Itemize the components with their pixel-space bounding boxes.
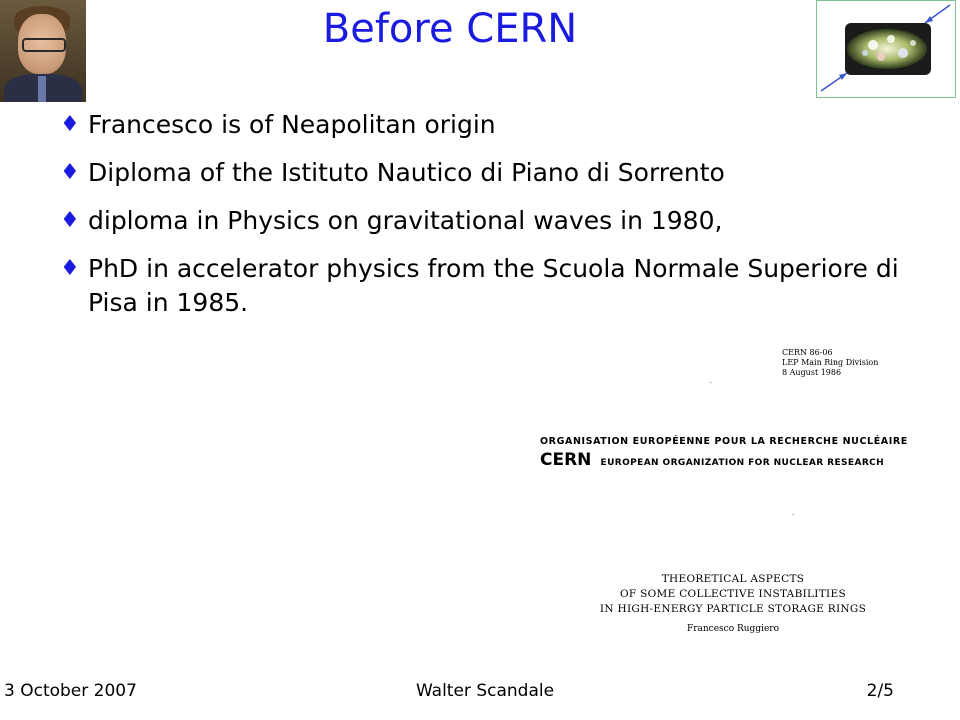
collision-svg — [817, 1, 954, 96]
bullet-item — [60, 156, 920, 190]
footer-page-number: 2/5 — [866, 681, 894, 701]
report-cern-logo-text: CERN — [540, 450, 592, 470]
footer-author: Walter Scandale — [415, 681, 555, 701]
bullet-list — [60, 108, 920, 334]
report-title-line: THEORETICAL ASPECTS — [661, 573, 805, 585]
bullet-item — [60, 204, 920, 238]
report-division: LEP Main Ring Division — [782, 358, 879, 367]
bullet-text: Diploma of the Istituto Nautico di Piano di Sorrento — [88, 158, 725, 187]
bullet-diamond-icon: ♦ — [60, 256, 80, 281]
report-org-french: ORGANISATION EUROPÉENNE POUR LA RECHERCHE NUCLÉAIRE — [540, 436, 908, 447]
report-title-line: OF SOME COLLECTIVE INSTABILITIES — [620, 588, 846, 600]
report-reference-block — [782, 348, 878, 378]
bullet-text: Francesco is of Neapolitan origin — [88, 110, 496, 139]
bullet-item — [60, 252, 920, 320]
footer-date: 3 October 2007 — [4, 681, 137, 701]
report-author: Francesco Ruggiero — [686, 624, 780, 634]
report-org-english: EUROPEAN ORGANIZATION FOR NUCLEAR RESEARCH — [600, 458, 885, 468]
report-number: CERN 86-06 — [782, 348, 833, 357]
bullet-text: diploma in Physics on gravitational waves in 1980, — [88, 206, 723, 235]
report-date: 8 August 1986 — [782, 368, 842, 377]
bullet-item — [60, 108, 920, 142]
scan-speck — [792, 514, 794, 515]
slide-title: Before CERN — [322, 6, 578, 52]
report-title-line: IN HIGH-ENERGY PARTICLE STORAGE RINGS — [599, 603, 867, 615]
bullet-text: PhD in accelerator physics from the Scuola Normale Superiore di Pisa in 1985. — [88, 254, 899, 317]
bullet-diamond-icon: ♦ — [60, 160, 80, 185]
report-title — [578, 572, 888, 617]
portrait-tie — [38, 76, 46, 102]
report-cover-image — [530, 336, 930, 646]
collision-graphic — [816, 0, 956, 98]
bullet-diamond-icon: ♦ — [60, 208, 80, 233]
report-org-row — [540, 450, 884, 470]
bullet-diamond-icon: ♦ — [60, 112, 80, 137]
scan-speck — [710, 382, 712, 383]
collision-cluster — [847, 29, 927, 69]
